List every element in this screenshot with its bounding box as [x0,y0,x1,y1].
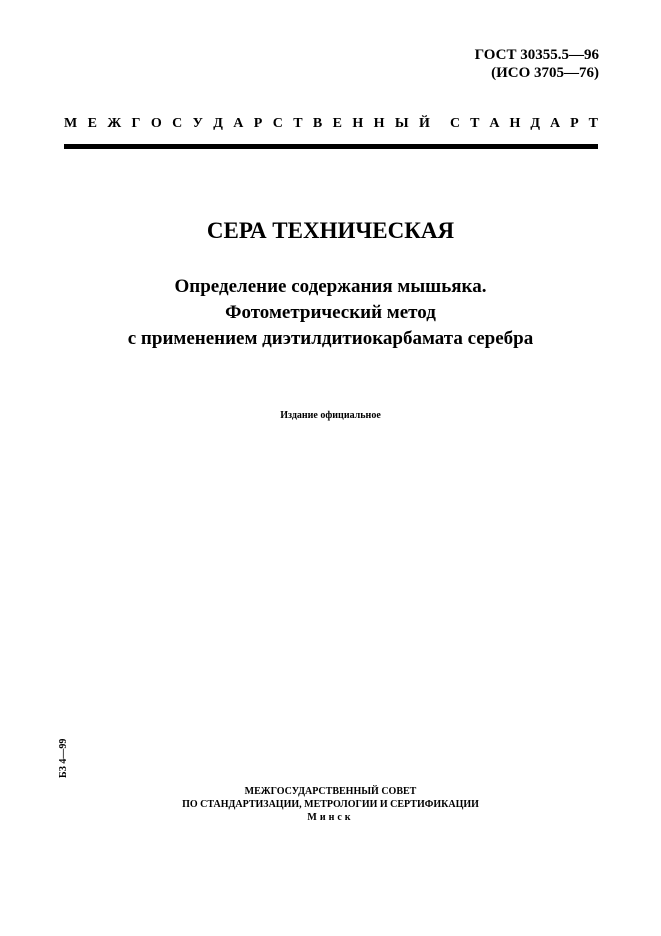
banner-letter: Е [332,116,342,131]
banner-letter: Д [213,116,223,131]
publisher-city: Минск [307,812,354,823]
banner-letter: В [312,116,323,131]
banner-letter: Н [509,116,521,131]
standard-code-block [475,46,599,82]
banner-letter: С [172,116,183,131]
document-subtitle [0,274,661,352]
standard-number: ГОСТ 30355.5—96 [474,47,599,63]
edition-label: Издание официальное [280,410,381,421]
banner-letter: Г [131,116,141,131]
banner-letter: С [450,116,461,131]
subtitle-line-1: Определение содержания мышьяка. [174,276,487,297]
interstate-standard-banner [64,116,598,132]
banner-letter: С [272,116,283,131]
publisher-line-1: МЕЖГОСУДАРСТВЕННЫЙ СОВЕТ [244,786,417,797]
horizontal-rule [64,144,598,149]
banner-letter: Ж [107,116,122,131]
banner-letter: А [233,116,244,131]
banner-letter: Д [530,116,540,131]
banner-letter: Т [588,116,598,131]
banner-letter: А [549,116,561,131]
banner-letter: А [489,116,500,131]
banner-letter: Р [570,116,579,131]
banner-letter: Е [87,116,97,131]
subtitle-line-3: с применением диэтилдитиокарбамата серебра [127,328,534,349]
banner-word-interstate [64,116,430,132]
side-code: БЗ 4—99 [58,738,69,778]
banner-letter: Ы [394,116,409,131]
banner-letter: М [64,116,78,131]
banner-letter: Р [253,116,263,131]
banner-letter: Т [470,116,480,131]
banner-letter: Н [352,116,364,131]
publisher-line-2: ПО СТАНДАРТИЗАЦИИ, МЕТРОЛОГИИ И СЕРТИФИКАЦИИ [182,799,479,810]
document-title: СЕРА ТЕХНИЧЕСКАЯ [206,218,455,243]
subtitle-line-2: Фотометрический метод [225,302,436,323]
banner-letter: У [192,116,203,131]
banner-word-standard [450,116,598,132]
iso-number: (ИСО 3705—76) [491,65,599,81]
banner-letter: Й [419,116,430,131]
banner-letter: О [150,116,162,131]
publisher-block [0,785,661,824]
banner-letter: Н [373,116,385,131]
banner-letter: Т [293,116,303,131]
